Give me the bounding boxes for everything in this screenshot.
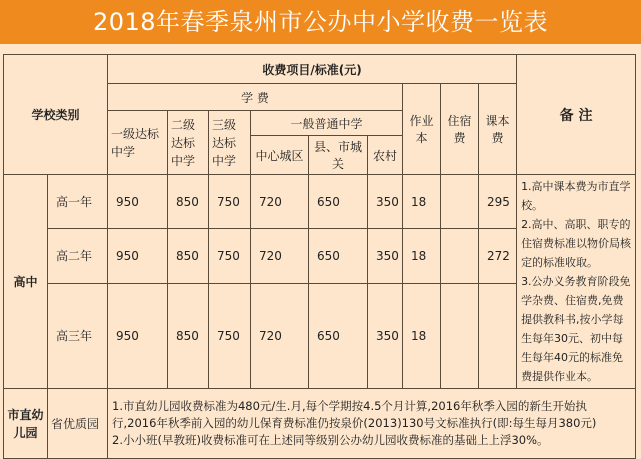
lodging-cell	[441, 175, 479, 229]
center-cell: 720	[251, 283, 309, 388]
homework-cell: 18	[403, 229, 441, 283]
rural-cell: 350	[368, 283, 403, 388]
remarks-header: 备 注	[517, 55, 636, 175]
center-cell: 720	[251, 229, 309, 283]
homework-header: 作业本	[403, 84, 441, 175]
general-header: 一般普通中学	[251, 111, 403, 136]
textbook-header: 课本费	[479, 84, 517, 175]
kindergarten-category: 省优质园	[48, 389, 108, 459]
rural-header: 农村	[368, 136, 403, 175]
level2-cell: 850	[168, 175, 209, 229]
lodging-header: 住宿费	[441, 84, 479, 175]
header-row	[4, 55, 636, 84]
level3-cell: 750	[209, 283, 251, 388]
level1-cell: 950	[108, 283, 168, 388]
school-type-header: 学校类别	[4, 55, 108, 175]
high-school-label: 高中	[4, 175, 48, 389]
county-cell: 650	[309, 229, 368, 283]
homework-cell: 18	[403, 175, 441, 229]
page-title: 2018年春季泉州市公办中小学收费一览表	[0, 0, 641, 44]
level2-cell: 850	[168, 229, 209, 283]
remark-note: 1.高中课本费为市直学校。	[521, 180, 631, 212]
level3-header: 三级达标中学	[209, 111, 251, 175]
level2-header: 二级达标中学	[168, 111, 209, 175]
lodging-cell	[441, 229, 479, 283]
remarks-cell	[517, 175, 636, 389]
remark-note: 2.高中、高职、职专的住宿费标准以物价局核定的标准收取。	[521, 218, 632, 269]
level3-cell: 750	[209, 229, 251, 283]
county-header: 县、市城关	[309, 136, 368, 175]
fee-table	[3, 54, 636, 459]
level3-cell: 750	[209, 175, 251, 229]
center-header: 中心城区	[251, 136, 309, 175]
grade-cell: 高二年	[48, 229, 108, 283]
textbook-cell	[479, 283, 517, 388]
homework-cell: 18	[403, 283, 441, 388]
county-cell: 650	[309, 175, 368, 229]
level2-cell: 850	[168, 283, 209, 388]
kindergarten-note: 2.小小班(早教班)收费标准可在上述同等级别公办幼儿园收费标准的基础上上浮30%。	[112, 433, 549, 447]
table-row	[4, 175, 636, 229]
grade-cell: 高一年	[48, 175, 108, 229]
fee-items-header: 收费项目/标准(元)	[108, 55, 517, 84]
textbook-cell: 272	[479, 229, 517, 283]
kindergarten-notes	[108, 389, 636, 459]
remark-note: 3.公办义务教育阶段免学杂费、住宿费,免费提供教科书,按小学每生每年30元、初中每生每年40元的标准免费提供作业本。	[521, 275, 631, 383]
level1-header: 一级达标中学	[108, 111, 168, 175]
kindergarten-label: 市直幼儿园	[4, 389, 48, 459]
tuition-header: 学 费	[108, 84, 403, 111]
rural-cell: 350	[368, 175, 403, 229]
textbook-cell: 295	[479, 175, 517, 229]
table-row	[4, 389, 636, 459]
level1-cell: 950	[108, 229, 168, 283]
lodging-cell	[441, 283, 479, 388]
kindergarten-note: 1.市直幼儿园收费标准为480元/生.月,每个学期按4.5个月计算,2016年秋季入园的新生开始执行,2016年秋季前入园的幼儿保育费标准仍按泉价(2013)130号文标准执行(即:每生每月380元)	[112, 399, 597, 430]
grade-cell: 高三年	[48, 283, 108, 388]
rural-cell: 350	[368, 229, 403, 283]
center-cell: 720	[251, 175, 309, 229]
county-cell: 650	[309, 283, 368, 388]
level1-cell: 950	[108, 175, 168, 229]
